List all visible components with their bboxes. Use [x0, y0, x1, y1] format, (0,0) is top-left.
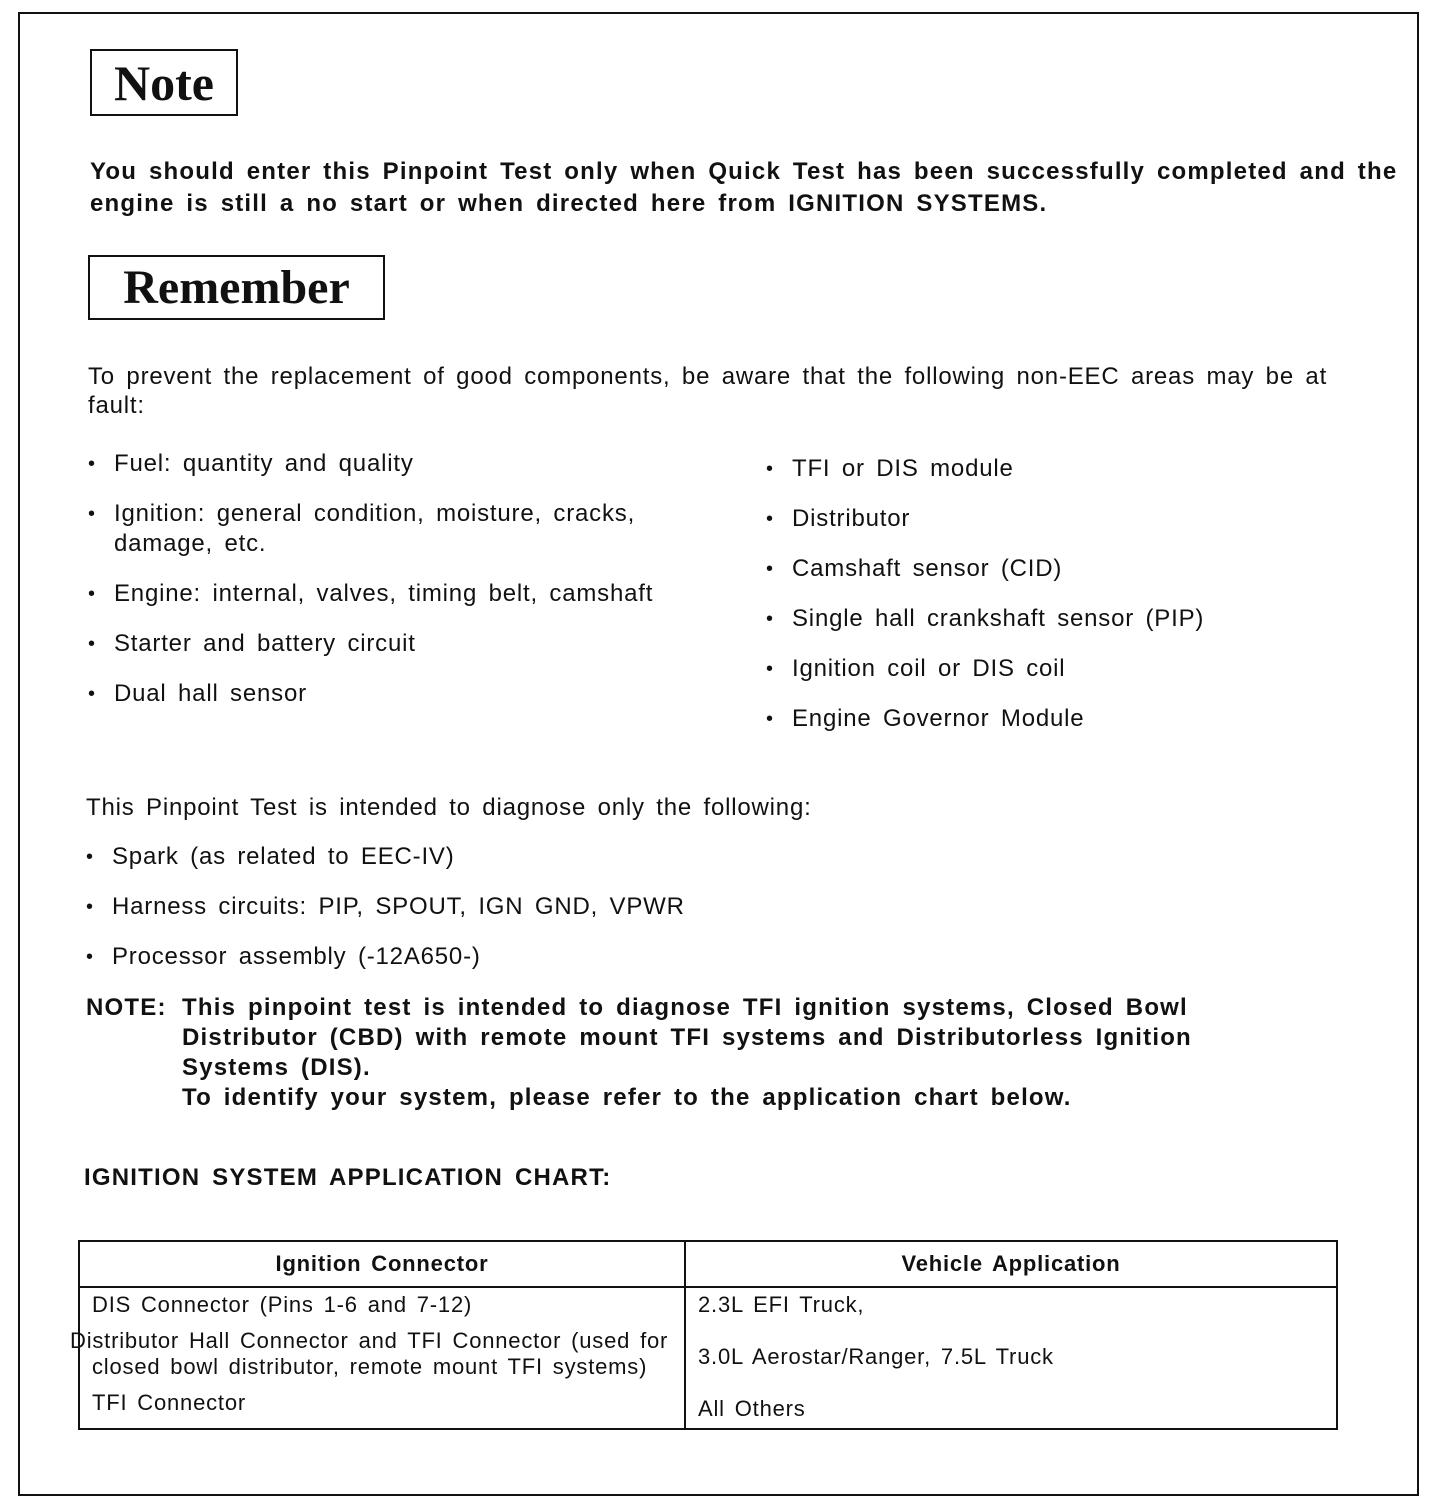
non-eec-list-left: [88, 449, 688, 729]
system-note-body: [182, 993, 1286, 1113]
system-note-label: NOTE:: [86, 994, 167, 1021]
list-item: • Single hall crankshaft sensor (PIP): [766, 604, 1326, 634]
list-item: • Dual hall sensor: [88, 679, 688, 709]
list-item: • Ignition: general condition, moisture, cracks, damage, etc.: [88, 499, 688, 559]
list-item: • Camshaft sensor (CID): [766, 554, 1326, 584]
remember-heading: Remember: [88, 255, 385, 320]
chart-heading: IGNITION SYSTEM APPLICATION CHART:: [84, 1164, 612, 1191]
list-item: • Engine Governor Module: [766, 704, 1326, 734]
system-note-line2: To identify your system, please refer to the application chart below.: [182, 1084, 1072, 1111]
diagnose-intro: This Pinpoint Test is intended to diagnose only the following:: [86, 794, 812, 821]
system-note-line1: This pinpoint test is intended to diagnose TFI ignition systems, Closed Bowl Distributor (CBD) with remote mount TFI systems and Distributorless Ignition Systems (DIS).: [182, 994, 1192, 1081]
column-header-connector: Ignition Connector: [79, 1241, 685, 1287]
note-heading: Note: [90, 49, 238, 116]
table-header-row: [79, 1241, 1337, 1287]
list-item: • Processor assembly (-12A650-): [86, 942, 1086, 972]
connector-cell: Distributor Hall Connector and TFI Connector (used for closed bowl distributor, remote mount TFI systems): [79, 1324, 685, 1386]
list-item: • TFI or DIS module: [766, 454, 1326, 484]
remember-intro: To prevent the replacement of good components, be aware that the following non-EEC areas may be at fault:: [88, 363, 1328, 419]
table-row: [79, 1287, 1337, 1324]
list-item: • Spark (as related to EEC-IV): [86, 842, 1086, 872]
diagnose-list: [86, 842, 1086, 992]
note-text: You should enter this Pinpoint Test only when Quick Test has been successfully completed and the engine is still a no start or when directed here from IGNITION SYSTEMS.: [90, 158, 1398, 217]
application-cell: 2.3L EFI Truck,: [685, 1287, 1337, 1324]
list-item: • Starter and battery circuit: [88, 629, 688, 659]
application-cell: 3.0L Aerostar/Ranger, 7.5L Truck: [685, 1324, 1337, 1386]
application-chart: [70, 1240, 1338, 1430]
table-row: [79, 1324, 1337, 1386]
column-header-application: Vehicle Application: [685, 1241, 1337, 1287]
connector-cell: TFI Connector: [79, 1386, 685, 1429]
non-eec-list-right: [766, 454, 1326, 754]
application-cell: All Others: [685, 1386, 1337, 1429]
connector-cell: DIS Connector (Pins 1-6 and 7-12): [79, 1287, 685, 1324]
list-item: • Harness circuits: PIP, SPOUT, IGN GND, VPWR: [86, 892, 1086, 922]
table-row: [79, 1386, 1337, 1429]
list-item: • Engine: internal, valves, timing belt, camshaft: [88, 579, 688, 609]
system-note: [86, 993, 1286, 1113]
list-item: • Ignition coil or DIS coil: [766, 654, 1326, 684]
list-item: • Distributor: [766, 504, 1326, 534]
list-item: • Fuel: quantity and quality: [88, 449, 688, 479]
